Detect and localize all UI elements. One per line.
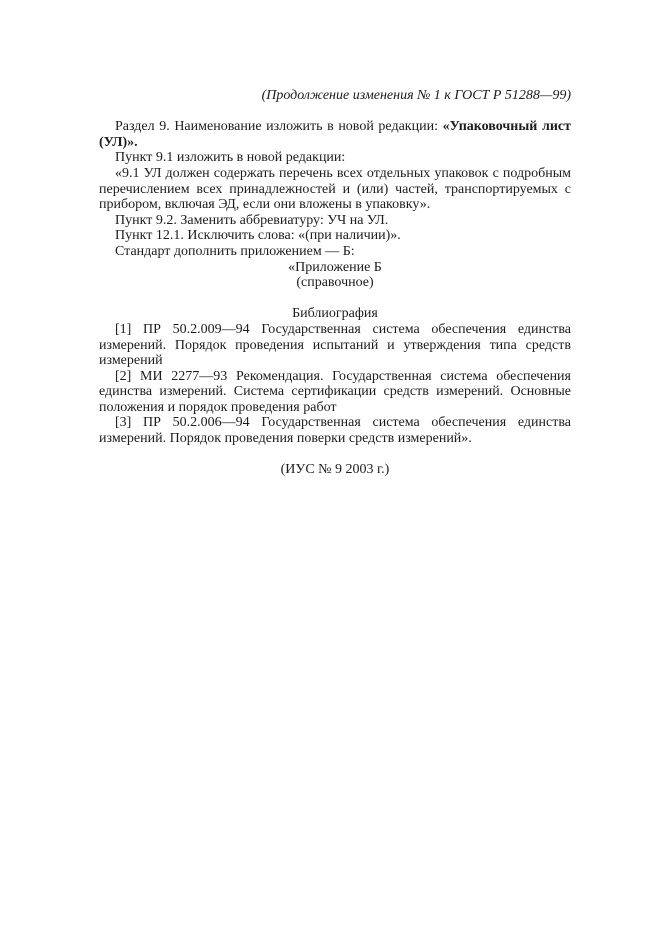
amendment-point-9-1-intro: Пункт 9.1 изложить в новой редакции: [115,150,346,166]
amendment-point-9-2: Пункт 9.2. Заменить аббревиатуру: УЧ на УЛ. [115,212,389,228]
amendment-point-12-1: Пункт 12.1. Исключить слова: «(при наличии)». [115,228,401,244]
amendment-point-9-1-body: «9.1 УЛ должен содержать перечень всех отдельных упаковок с подробным перечислением всех принадлежностей и (или) частей, транспортируемых с прибором, включая ЭД, если они вложены в упаковку». [99,165,571,213]
issue-note: (ИУС № 9 2003 г.) [280,462,390,478]
appendix-note: (справочное) [296,275,374,291]
bibliography-item: [3] ПР 50.2.006—94 Государственная система обеспечения единства измерений. Порядок проведения поверки средств измерений». [99,415,571,447]
bibliography-heading: Библиография [292,306,378,322]
document-content [99,88,571,478]
amendment-section9-new-title: «Упаковочный лист (УЛ)». [99,119,571,150]
amendment-section9 [99,119,571,150]
appendix-title: «Приложение Б [288,259,382,275]
bibliography-item: [2] МИ 2277—93 Рекомендация. Государственная система обеспечения единства измерений. Система сертификации средств измерений. Основные положения и порядок проведения работ [99,368,571,415]
running-title: (Продолжение изменения № 1 к ГОСТ Р 51288—99) [261,88,571,103]
bibliography-item: [1] ПР 50.2.009—94 Государственная система обеспечения единства измерений. Порядок проведения испытаний и утверждения типа средств измерений [99,321,571,369]
amendment-section9-text: Раздел 9. Наименование изложить в новой редакции: [115,119,443,135]
amendment-supplement-intro: Стандарт дополнить приложением — Б: [115,243,355,259]
